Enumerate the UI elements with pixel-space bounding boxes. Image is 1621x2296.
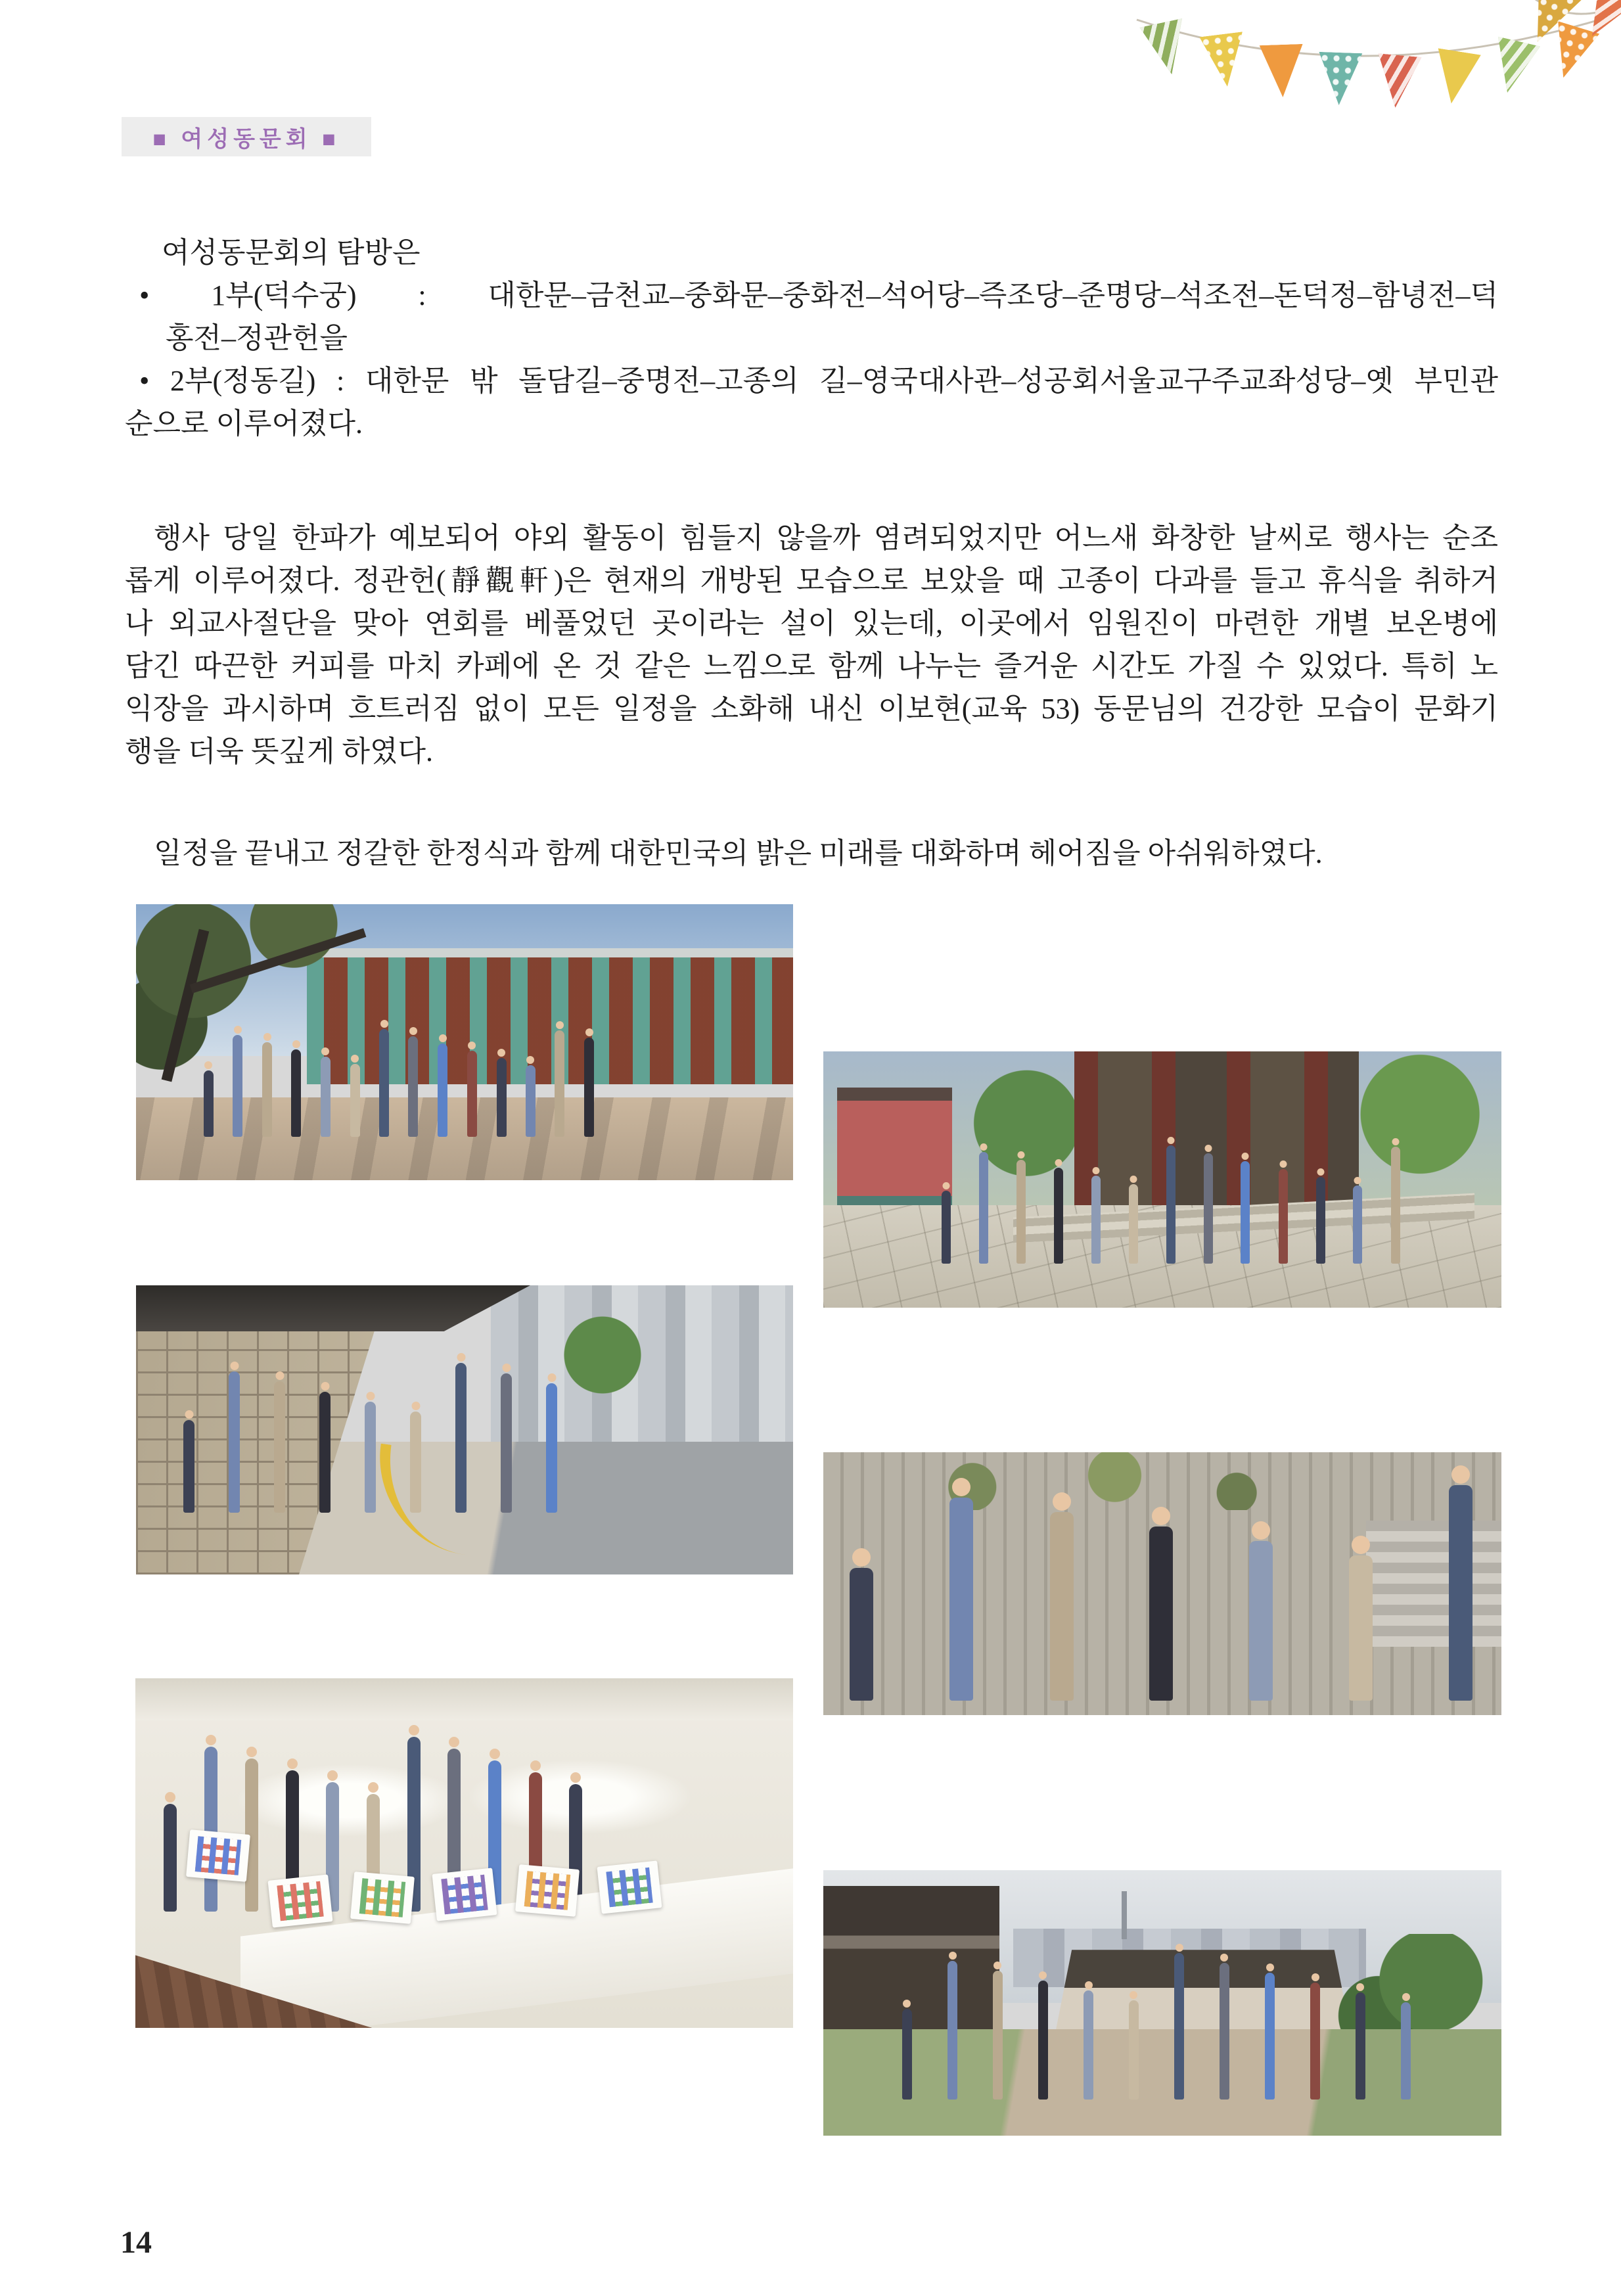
wall-tile-cap (136, 1285, 530, 1331)
person-silhouette (584, 1038, 594, 1137)
body-line: 행을 더욱 뜻깊게 하였다. (125, 735, 434, 768)
person-silhouette (1349, 1555, 1373, 1701)
person-silhouette (408, 1036, 418, 1137)
photo-jeonggwanheon-group (136, 904, 793, 1180)
person-silhouette (1249, 1541, 1273, 1701)
person-silhouette (1391, 1147, 1400, 1264)
closing-paragraph (125, 832, 1498, 875)
person-silhouette (1204, 1153, 1213, 1264)
body-line: 담긴 따끈한 커피를 마치 카페에 온 것 같은 느낌으로 함께 나누는 즐거운 시간도 가질 수 있었다. 특히 노 (125, 650, 1498, 682)
person-silhouette (379, 1029, 389, 1137)
person-silhouette (274, 1381, 285, 1512)
person-silhouette (319, 1392, 331, 1513)
person-silhouette (1149, 1527, 1173, 1701)
person-silhouette (365, 1402, 376, 1512)
person-silhouette (501, 1373, 512, 1513)
photo-restaurant-gathering (135, 1678, 793, 2028)
person-silhouette (1353, 1185, 1362, 1264)
hand-drawn-sign (432, 1868, 497, 1921)
person-silhouette (204, 1070, 214, 1137)
person-silhouette (526, 1065, 536, 1137)
person-silhouette (902, 2009, 912, 2100)
intro-line: • 1부(덕수궁) : 대한문–금천교–중화문–중화전–석어당–즉조당–준명당–석조전–돈덕정–함녕전–덕 (139, 279, 1498, 311)
person-silhouette (1038, 1981, 1048, 2099)
hand-drawn-sign (268, 1875, 333, 1928)
bunting-decoration (1110, 0, 1621, 114)
person-silhouette (1316, 1177, 1325, 1264)
photo-junghwamun-gate-group (823, 1051, 1501, 1308)
person-silhouette (233, 1035, 242, 1137)
section-header (122, 117, 371, 156)
main-paragraph (125, 517, 1498, 773)
person-silhouette (1174, 1953, 1184, 2100)
person-silhouette (467, 1051, 477, 1137)
person-silhouette (350, 1064, 360, 1137)
person-silhouette (1129, 1184, 1138, 1264)
body-line: 롭게 이루어졌다. 정관헌(靜觀軒)은 현재의 개방된 모습으로 보았을 때 고종이 다과를 들고 휴식을 취하거 (125, 564, 1498, 597)
photo-stonewall-walk (136, 1285, 793, 1574)
person-silhouette (993, 1971, 1003, 2099)
person-silhouette (979, 1152, 988, 1264)
person-silhouette (1016, 1160, 1026, 1264)
person-silhouette (1084, 1990, 1093, 2099)
people-walking (175, 1355, 570, 1523)
people-walking (891, 1944, 1434, 2109)
body-line: 나 외교사절단을 맞아 연회를 베풀었던 곳이라는 설이 있는데, 이곳에서 임원진이 마련한 개별 보온병에 (125, 607, 1498, 639)
person-silhouette (942, 1191, 951, 1264)
person-silhouette (1129, 2000, 1139, 2099)
seoul-tower (1122, 1891, 1127, 1939)
group-of-people (195, 1023, 609, 1145)
person-silhouette (455, 1363, 467, 1512)
person-silhouette (1220, 1963, 1229, 2100)
person-silhouette (410, 1412, 421, 1512)
hand-drawn-sign (597, 1860, 662, 1914)
person-silhouette (949, 1498, 973, 1701)
hand-drawn-sign (186, 1829, 250, 1882)
person-silhouette (1166, 1145, 1176, 1264)
intro-line: 순으로 이루어졌다. (125, 407, 363, 440)
person-silhouette (183, 1420, 194, 1512)
hand-drawn-sign (350, 1871, 415, 1924)
person-silhouette (438, 1044, 447, 1137)
body-line: 행사 당일 한파가 예보되어 야외 활동이 힘들지 않을까 염려되었지만 어느새 화창한 날씨로 행사는 순조 (154, 522, 1498, 554)
intro-line: 홍전–정관헌을 (166, 322, 348, 354)
body-line: 익장을 과시하며 흐트러짐 없이 모든 일정을 소화해 내신 이보현(교육 53) 동문님의 건강한 모습이 문화기 (125, 693, 1498, 725)
person-silhouette (1050, 1512, 1074, 1701)
people-chatting (837, 1473, 1488, 1715)
person-silhouette (546, 1383, 557, 1512)
person-silhouette (262, 1042, 272, 1137)
body-line: 일정을 끝내고 정갈한 한정식과 함께 대한민국의 밝은 미래를 대화하며 헤어짐을 아쉬워하였다. (154, 837, 1323, 869)
intro-paragraph (125, 231, 1498, 445)
section-title: ■ 여성동문회 ■ (152, 127, 340, 152)
intro-line: 여성동문회의 탐방은 (162, 237, 421, 269)
person-silhouette (555, 1030, 564, 1137)
group-of-people (932, 1139, 1420, 1272)
person-silhouette (1241, 1161, 1250, 1264)
person-silhouette (1310, 1983, 1320, 2100)
person-silhouette (1091, 1176, 1101, 1264)
person-silhouette (1279, 1169, 1288, 1264)
person-silhouette (229, 1371, 240, 1512)
photo-deoksugung-courtyard (823, 1870, 1501, 2136)
person-silhouette (947, 1961, 957, 2099)
person-silhouette (1401, 2002, 1411, 2100)
person-silhouette (1265, 1973, 1275, 2100)
hand-drawn-sign (515, 1864, 580, 1917)
page-number: 14 (120, 2225, 152, 2260)
person-silhouette (1449, 1485, 1473, 1701)
person-silhouette (291, 1049, 301, 1137)
hand-made-signs (135, 1678, 793, 2028)
person-silhouette (1356, 1992, 1365, 2100)
intro-line: • 2부(정동길) : 대한문 밖 돌담길–중명전–고종의 길–영국대사관–성공회서울교구주교좌성당–옛 부민관 (139, 365, 1498, 397)
person-silhouette (497, 1058, 507, 1137)
person-silhouette (850, 1568, 873, 1701)
person-silhouette (1054, 1168, 1063, 1264)
photo-members-conversation (823, 1452, 1501, 1715)
person-silhouette (321, 1057, 331, 1137)
